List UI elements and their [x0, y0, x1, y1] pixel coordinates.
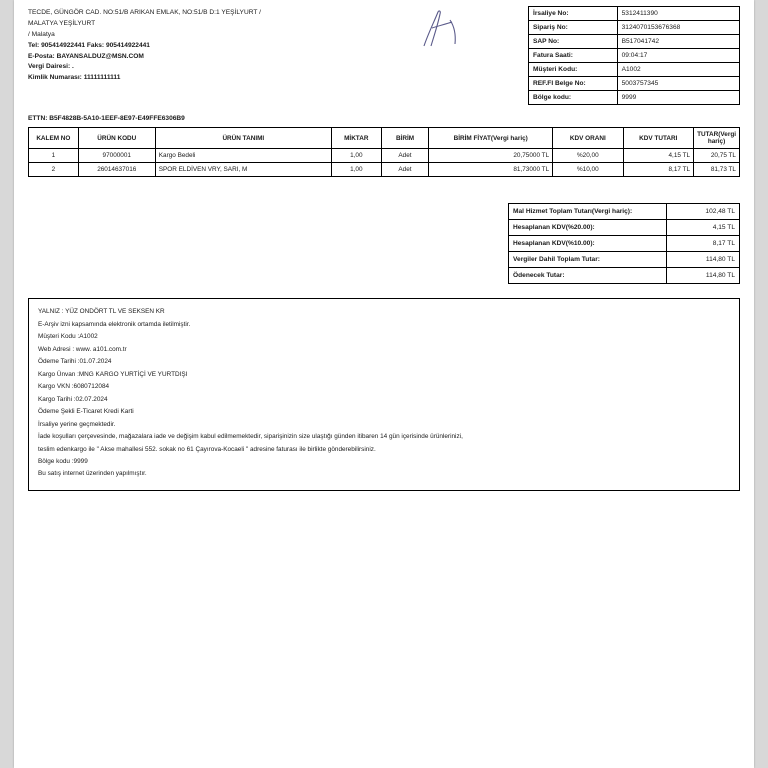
cell-urun-tanimi: Kargo Bedeli — [155, 149, 331, 163]
items-table-header-row — [29, 128, 740, 149]
info-label-bolge-kodu: Bölge kodu: — [529, 91, 618, 105]
cell-kdv-orani: %20,00 — [553, 149, 623, 163]
info-value-irsaliye-no: 5312411390 — [617, 7, 739, 21]
seller-email: E-Posta: BAYANSALDUZ@MSN.COM — [28, 52, 144, 60]
table-row — [509, 252, 740, 268]
totals-label-odenecek-tutar: Ödenecek Tutar: — [509, 268, 667, 284]
table-row — [529, 21, 740, 35]
totals-value-vergiler-dahil: 114,80 TL — [667, 252, 740, 268]
column-header-kdv-orani: KDV ORANI — [553, 128, 623, 149]
info-label-musteri-kodu: Müşteri Kodu: — [529, 63, 618, 77]
totals-label-mal-hizmet-toplam: Mal Hizmet Toplam Tutarı(Vergi hariç): — [509, 204, 667, 220]
note-line: Web Adresi : www. a101.com.tr — [38, 345, 127, 353]
note-line: Kargo Ünvan :MNG KARGO YURTİÇİ VE YURTDIŞI — [38, 370, 188, 378]
table-row — [509, 204, 740, 220]
table-row — [29, 149, 740, 163]
cell-birim-fiyat: 20,75000 TL — [429, 149, 553, 163]
cell-miktar: 1,00 — [331, 163, 381, 177]
seller-address-line3: / Malatya — [28, 30, 55, 38]
seller-address-line2: MALATYA YEŞİLYURT — [28, 19, 96, 27]
note-line: YALNIZ : YÜZ ONDÖRT TL VE SEKSEN KR — [38, 308, 165, 316]
cell-kdv-tutari: 4,15 TL — [623, 149, 694, 163]
column-header-birim-fiyat: BİRİM FİYAT(Vergi hariç) — [429, 128, 553, 149]
info-label-sap-no: SAP No: — [529, 35, 618, 49]
seller-address-line1: TECDE, GÜNGÖR CAD. NO:51/B ARIKAN EMLAK, NO:51/B D:1 YEŞİLYURT / — [28, 9, 261, 16]
seller-tax-office: Vergi Dairesi: . — [28, 63, 74, 71]
column-header-tutar: TUTAR(Vergi hariç) — [694, 128, 740, 149]
table-row — [529, 77, 740, 91]
info-value-ref-fi-belge-no: 5003757345 — [617, 77, 739, 91]
cell-urun-kodu: 97000001 — [78, 149, 155, 163]
info-label-ref-fi-belge-no: REF.FI Belge No: — [529, 77, 618, 91]
totals-table — [508, 203, 740, 284]
column-header-miktar: MİKTAR — [331, 128, 381, 149]
totals-value-kdv-10: 8,17 TL — [667, 236, 740, 252]
note-line: İrsaliye yerine geçmektedir. — [38, 420, 116, 428]
cell-birim: Adet — [381, 149, 429, 163]
table-row — [509, 220, 740, 236]
seller-info — [28, 6, 358, 84]
table-row — [529, 49, 740, 63]
info-value-fatura-saati: 09:04:17 — [617, 49, 739, 63]
cell-tutar: 81,73 TL — [694, 163, 740, 177]
cell-birim-fiyat: 81,73000 TL — [429, 163, 553, 177]
seller-identity-number: Kimlik Numarası: 11111111111 — [28, 74, 121, 82]
cell-kdv-orani: %10,00 — [553, 163, 623, 177]
items-table — [28, 127, 740, 177]
table-row — [509, 236, 740, 252]
table-row — [29, 163, 740, 177]
cell-birim: Adet — [381, 163, 429, 177]
info-value-siparis-no: 3124070153676368 — [617, 21, 739, 35]
note-line: İade koşulları çerçevesinde, mağazalara iade ve değişim kabul edilmemektedir, siparişinizin size ulaştığı günden itibaren 14 gün içerisinde ürünlerinizi, — [38, 433, 463, 441]
ettn-text: ETTN: B5F4828B-5A10-1EEF-8E97-E49FFE6306B9 — [28, 115, 185, 122]
note-line: Kargo VKN :6080712084 — [38, 383, 110, 391]
note-line: Bu satış internet üzerinden yapılmıştır. — [38, 470, 147, 478]
table-row — [529, 7, 740, 21]
note-line: teslim edenkargo ile " Akse mahallesi 552. sokak no 61 Çayırova-Kocaeli " adresine faturası ile birlikte gönderebilirsiniz. — [38, 445, 376, 453]
totals-value-mal-hizmet-toplam: 102,48 TL — [667, 204, 740, 220]
cell-kalem-no: 1 — [29, 149, 79, 163]
note-line: Ödeme Tarihi :01.07.2024 — [38, 358, 112, 366]
totals-section — [28, 203, 740, 284]
notes-box — [28, 298, 740, 491]
info-label-irsaliye-no: İrsaliye No: — [529, 7, 618, 21]
table-row — [529, 35, 740, 49]
signature-mark — [398, 8, 488, 50]
totals-value-odenecek-tutar: 114,80 TL — [667, 268, 740, 284]
note-line: Müşteri Kodu :A1002 — [38, 333, 98, 341]
totals-label-kdv-20: Hesaplanan KDV(%20.00): — [509, 220, 667, 236]
cell-tutar: 20,75 TL — [694, 149, 740, 163]
info-value-musteri-kodu: A1002 — [617, 63, 739, 77]
note-line: Bölge kodu :9999 — [38, 458, 88, 465]
column-header-birim: BİRİM — [381, 128, 429, 149]
seller-phone: Tel: 905414922441 Faks: 905414922441 — [28, 41, 150, 49]
table-row — [529, 91, 740, 105]
table-row — [509, 268, 740, 284]
info-label-siparis-no: Sipariş No: — [529, 21, 618, 35]
header-section — [28, 6, 740, 105]
column-header-urun-tanimi: ÜRÜN TANIMI — [155, 128, 331, 149]
note-line: Kargo Tarihi :02.07.2024 — [38, 395, 108, 403]
invoice-info-table — [528, 6, 740, 105]
column-header-kdv-tutari: KDV TUTARI — [623, 128, 694, 149]
invoice-page — [14, 0, 754, 768]
cell-urun-kodu: 26014637016 — [78, 163, 155, 177]
note-line: Ödeme Şekli E-Ticaret Kredi Karti — [38, 408, 134, 416]
totals-label-vergiler-dahil: Vergiler Dahil Toplam Tutar: — [509, 252, 667, 268]
note-line: E-Arşiv izni kapsamında elektronik ortamda iletilmiştir. — [38, 320, 191, 328]
cell-kalem-no: 2 — [29, 163, 79, 177]
column-header-kalem-no: KALEM NO — [29, 128, 79, 149]
cell-miktar: 1,00 — [331, 149, 381, 163]
info-label-fatura-saati: Fatura Saati: — [529, 49, 618, 63]
info-value-sap-no: B517041742 — [617, 35, 739, 49]
info-value-bolge-kodu: 9999 — [617, 91, 739, 105]
table-row — [529, 63, 740, 77]
totals-value-kdv-20: 4,15 TL — [667, 220, 740, 236]
cell-kdv-tutari: 8,17 TL — [623, 163, 694, 177]
totals-label-kdv-10: Hesaplanan KDV(%10.00): — [509, 236, 667, 252]
column-header-urun-kodu: ÜRÜN KODU — [78, 128, 155, 149]
cell-urun-tanimi: SPOR ELDİVEN VRY, SARI, M — [155, 163, 331, 177]
